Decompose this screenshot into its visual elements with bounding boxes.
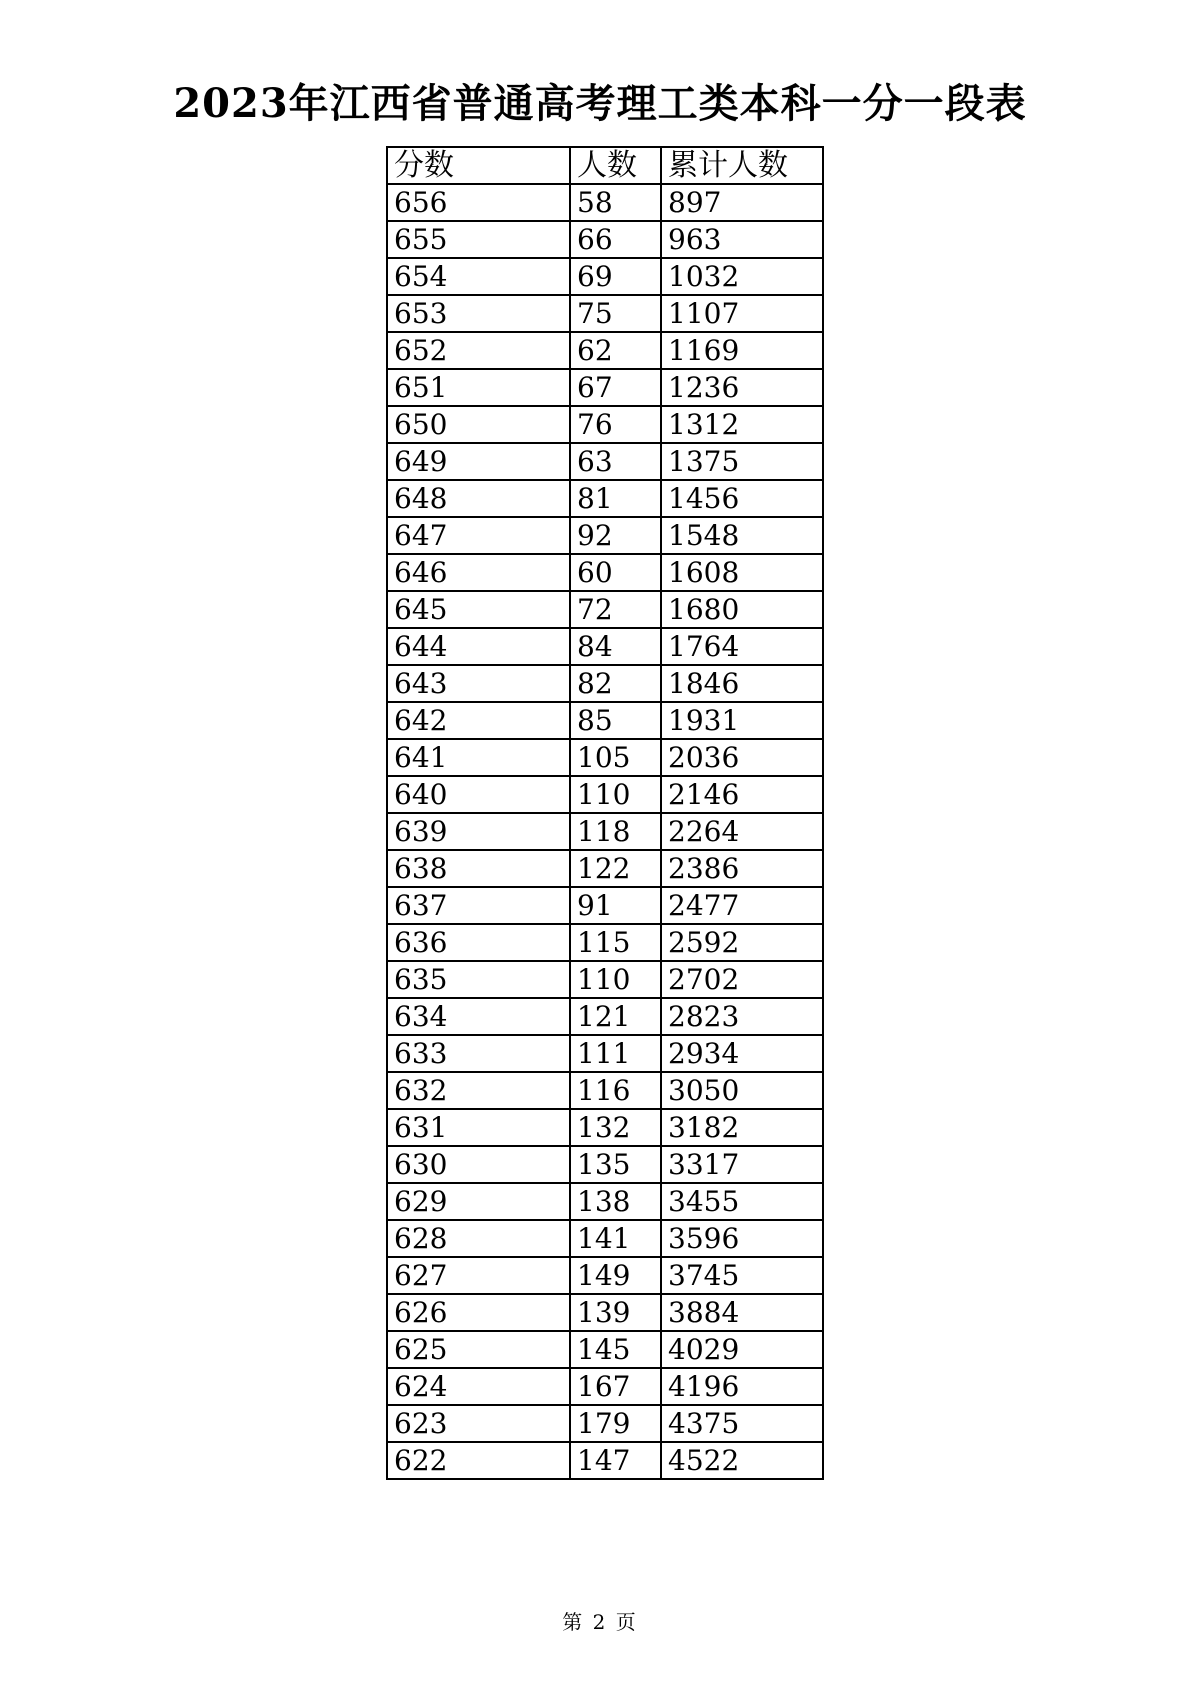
- cell-cumulative: 3317: [661, 1146, 823, 1183]
- cell-cumulative: 2823: [661, 998, 823, 1035]
- table-row: [387, 1146, 823, 1183]
- cell-count: 122: [570, 850, 661, 887]
- page-number: 第 2 页: [562, 1610, 638, 1634]
- cell-cumulative: 1456: [661, 480, 823, 517]
- table-row: [387, 554, 823, 591]
- cell-cumulative: 2146: [661, 776, 823, 813]
- cell-count: 110: [570, 776, 661, 813]
- cell-score: 644: [387, 628, 570, 665]
- table-row: [387, 887, 823, 924]
- table-row: [387, 517, 823, 554]
- header-cumulative: 累计人数: [661, 147, 823, 184]
- cell-count: 91: [570, 887, 661, 924]
- table-row: [387, 850, 823, 887]
- cell-count: 115: [570, 924, 661, 961]
- table-row: [387, 480, 823, 517]
- cell-cumulative: 3745: [661, 1257, 823, 1294]
- cell-score: 630: [387, 1146, 570, 1183]
- table-row: [387, 332, 823, 369]
- cell-score: 653: [387, 295, 570, 332]
- cell-count: 69: [570, 258, 661, 295]
- cell-count: 141: [570, 1220, 661, 1257]
- cell-count: 63: [570, 443, 661, 480]
- cell-count: 76: [570, 406, 661, 443]
- score-table: [386, 146, 824, 1480]
- cell-cumulative: 963: [661, 221, 823, 258]
- table-row: [387, 406, 823, 443]
- cell-count: 66: [570, 221, 661, 258]
- cell-cumulative: 1375: [661, 443, 823, 480]
- cell-count: 58: [570, 184, 661, 221]
- cell-score: 652: [387, 332, 570, 369]
- table-row: [387, 1220, 823, 1257]
- table-row: [387, 628, 823, 665]
- cell-score: 645: [387, 591, 570, 628]
- cell-score: 624: [387, 1368, 570, 1405]
- cell-score: 628: [387, 1220, 570, 1257]
- cell-count: 60: [570, 554, 661, 591]
- cell-cumulative: 1608: [661, 554, 823, 591]
- cell-cumulative: 1846: [661, 665, 823, 702]
- cell-count: 85: [570, 702, 661, 739]
- table-row: [387, 1442, 823, 1479]
- table-row: [387, 1368, 823, 1405]
- cell-cumulative: 3050: [661, 1072, 823, 1109]
- cell-count: 138: [570, 1183, 661, 1220]
- table-row: [387, 998, 823, 1035]
- cell-cumulative: 2477: [661, 887, 823, 924]
- cell-score: 647: [387, 517, 570, 554]
- cell-score: 627: [387, 1257, 570, 1294]
- cell-score: 637: [387, 887, 570, 924]
- cell-count: 149: [570, 1257, 661, 1294]
- cell-count: 81: [570, 480, 661, 517]
- page-title: 2023年江西省普通高考理工类本科一分一段表: [173, 80, 1027, 127]
- cell-cumulative: 2386: [661, 850, 823, 887]
- cell-count: 135: [570, 1146, 661, 1183]
- cell-count: 111: [570, 1035, 661, 1072]
- table-row: [387, 813, 823, 850]
- cell-score: 640: [387, 776, 570, 813]
- table-row: [387, 1035, 823, 1072]
- cell-count: 72: [570, 591, 661, 628]
- cell-score: 650: [387, 406, 570, 443]
- table-row: [387, 1072, 823, 1109]
- cell-count: 145: [570, 1331, 661, 1368]
- cell-cumulative: 3884: [661, 1294, 823, 1331]
- cell-score: 625: [387, 1331, 570, 1368]
- table-row: [387, 739, 823, 776]
- cell-count: 139: [570, 1294, 661, 1331]
- cell-cumulative: 1764: [661, 628, 823, 665]
- cell-cumulative: 2264: [661, 813, 823, 850]
- cell-cumulative: 2036: [661, 739, 823, 776]
- cell-count: 121: [570, 998, 661, 1035]
- table-row: [387, 1405, 823, 1442]
- cell-score: 646: [387, 554, 570, 591]
- cell-cumulative: 1107: [661, 295, 823, 332]
- table-row: [387, 258, 823, 295]
- table-row: [387, 591, 823, 628]
- cell-cumulative: 4375: [661, 1405, 823, 1442]
- table-row: [387, 665, 823, 702]
- cell-count: 62: [570, 332, 661, 369]
- table-row: [387, 1109, 823, 1146]
- header-score: 分数: [387, 147, 570, 184]
- cell-score: 656: [387, 184, 570, 221]
- table-body: [387, 184, 823, 1479]
- cell-cumulative: 1680: [661, 591, 823, 628]
- cell-cumulative: 2592: [661, 924, 823, 961]
- cell-count: 84: [570, 628, 661, 665]
- cell-score: 639: [387, 813, 570, 850]
- cell-score: 648: [387, 480, 570, 517]
- cell-cumulative: 3596: [661, 1220, 823, 1257]
- cell-cumulative: 4029: [661, 1331, 823, 1368]
- table-row: [387, 443, 823, 480]
- cell-cumulative: 3182: [661, 1109, 823, 1146]
- cell-cumulative: 1931: [661, 702, 823, 739]
- cell-cumulative: 2934: [661, 1035, 823, 1072]
- cell-score: 649: [387, 443, 570, 480]
- table-row: [387, 924, 823, 961]
- cell-cumulative: 1312: [661, 406, 823, 443]
- cell-score: 655: [387, 221, 570, 258]
- cell-cumulative: 4522: [661, 1442, 823, 1479]
- cell-cumulative: 1169: [661, 332, 823, 369]
- cell-score: 633: [387, 1035, 570, 1072]
- cell-score: 642: [387, 702, 570, 739]
- cell-count: 110: [570, 961, 661, 998]
- cell-cumulative: 1236: [661, 369, 823, 406]
- cell-count: 75: [570, 295, 661, 332]
- cell-score: 622: [387, 1442, 570, 1479]
- cell-score: 631: [387, 1109, 570, 1146]
- table-row: [387, 184, 823, 221]
- cell-score: 643: [387, 665, 570, 702]
- cell-score: 638: [387, 850, 570, 887]
- table-header-row: [387, 147, 823, 184]
- cell-score: 626: [387, 1294, 570, 1331]
- cell-count: 67: [570, 369, 661, 406]
- cell-count: 132: [570, 1109, 661, 1146]
- table-row: [387, 702, 823, 739]
- cell-count: 92: [570, 517, 661, 554]
- table-row: [387, 369, 823, 406]
- cell-score: 623: [387, 1405, 570, 1442]
- cell-count: 147: [570, 1442, 661, 1479]
- table-row: [387, 1331, 823, 1368]
- cell-count: 116: [570, 1072, 661, 1109]
- table-row: [387, 776, 823, 813]
- cell-score: 635: [387, 961, 570, 998]
- cell-count: 118: [570, 813, 661, 850]
- table-row: [387, 221, 823, 258]
- cell-cumulative: 4196: [661, 1368, 823, 1405]
- cell-score: 632: [387, 1072, 570, 1109]
- cell-count: 82: [570, 665, 661, 702]
- cell-cumulative: 3455: [661, 1183, 823, 1220]
- cell-score: 634: [387, 998, 570, 1035]
- table-row: [387, 1294, 823, 1331]
- cell-cumulative: 2702: [661, 961, 823, 998]
- cell-score: 636: [387, 924, 570, 961]
- table-row: [387, 1183, 823, 1220]
- cell-cumulative: 1032: [661, 258, 823, 295]
- cell-count: 179: [570, 1405, 661, 1442]
- cell-cumulative: 897: [661, 184, 823, 221]
- table-row: [387, 295, 823, 332]
- cell-score: 654: [387, 258, 570, 295]
- cell-score: 641: [387, 739, 570, 776]
- table-row: [387, 1257, 823, 1294]
- table-row: [387, 961, 823, 998]
- cell-count: 167: [570, 1368, 661, 1405]
- cell-score: 629: [387, 1183, 570, 1220]
- header-count: 人数: [570, 147, 661, 184]
- cell-count: 105: [570, 739, 661, 776]
- cell-cumulative: 1548: [661, 517, 823, 554]
- cell-score: 651: [387, 369, 570, 406]
